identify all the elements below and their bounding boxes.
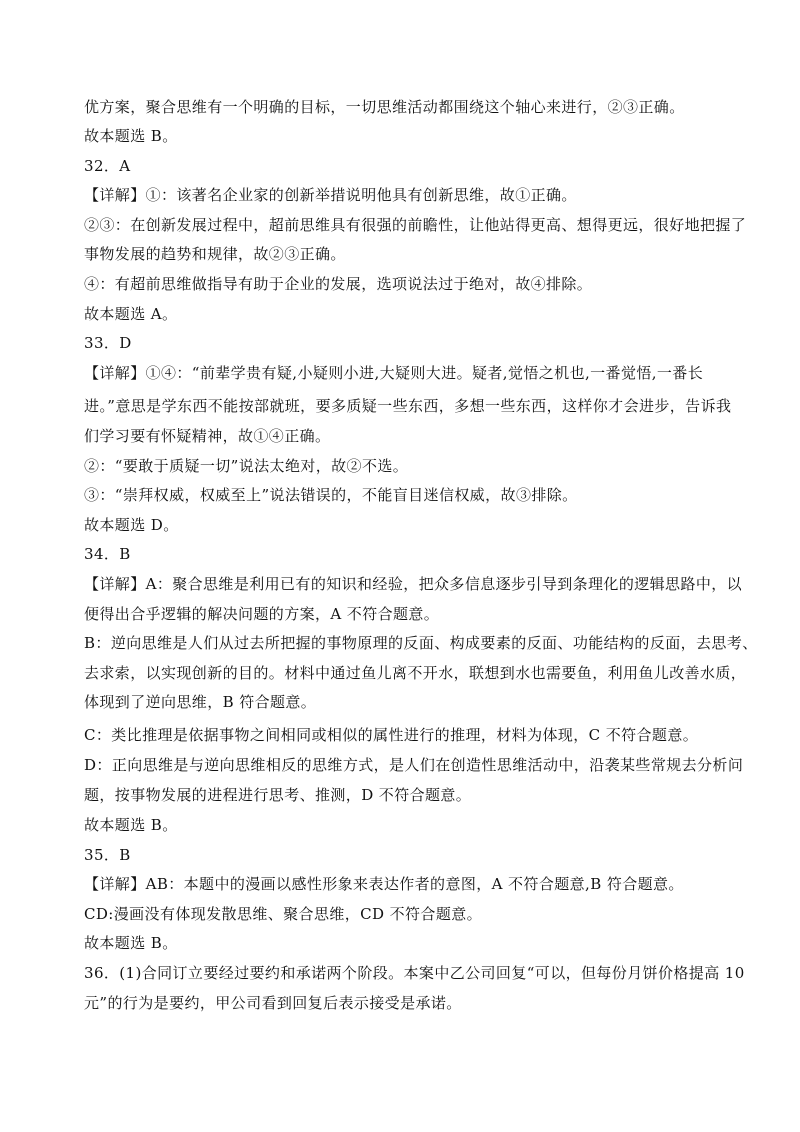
text-line: 故本题选 A。 <box>84 305 178 323</box>
question-number: 33．D <box>84 334 132 352</box>
text-line: ②：“要敢于质疑一切”说法太绝对，故②不选。 <box>84 457 409 475</box>
text-line: D：正向思维是与逆向思维相反的思维方式，是人们在创造性思维活动中，沿袭某些常规去分析问 <box>84 756 744 774</box>
text-line: 故本题选 B。 <box>84 816 178 834</box>
text-line: 故本题选 B。 <box>84 934 178 952</box>
text-line: 题，按事物发展的进程进行思考、推测，D 不符合题意。 <box>84 786 472 804</box>
text-line: ③：“崇拜权威，权威至上”说法错误的，不能盲目迷信权威，故③排除。 <box>84 486 578 504</box>
text-line: 故本题选 D。 <box>84 516 179 534</box>
text-line: 【详解】①：该著名企业家的创新举措说明他具有创新思维，故①正确。 <box>84 186 577 204</box>
text-line: ④：有超前思维做指导有助于企业的发展，选项说法过于绝对，故④排除。 <box>84 275 593 293</box>
text-line: 优方案，聚合思维有一个明确的目标，一切思维活动都围绕这个轴心来进行，②③正确。 <box>84 98 685 116</box>
text-line: 们学习要有怀疑精神，故①④正确。 <box>84 427 331 445</box>
text-line: 【详解】A：聚合思维是利用已有的知识和经验，把众多信息逐步引导到条理化的逻辑思路中，以 <box>84 575 743 593</box>
text-line: 故本题选 B。 <box>84 127 178 145</box>
text-line: 【详解】AB：本题中的漫画以感性形象来表达作者的意图，A 不符合题意,B 符合题意。 <box>84 875 684 893</box>
text-line: 体现到了逆向思维，B 符合题意。 <box>84 693 317 711</box>
text-line: CD:漫画没有体现发散思维、聚合思维，CD 不符合题意。 <box>84 905 483 923</box>
text-line: ②③：在创新发展过程中，超前思维具有很强的前瞻性，让他站得更高、想得更远，很好地把握了 <box>84 216 747 234</box>
question-number: 34．B <box>84 545 131 563</box>
text-line: 去求索，以实现创新的目的。材料中通过鱼儿离不开水，联想到水也需要鱼，利用鱼儿改善水质， <box>84 664 747 682</box>
text-line: 进。”意思是学东西不能按部就班，要多质疑一些东西，多想一些东西，这样你才会进步，告诉我 <box>84 397 732 415</box>
question-number: 32．A <box>84 157 131 175</box>
question-number: 35．B <box>84 846 131 864</box>
text-line: 36．(1)合同订立要经过要约和承诺两个阶段。本案中乙公司回复“可以，但每份月饼价格提高 10 <box>84 964 745 982</box>
text-line: 事物发展的趋势和规律，故②③正确。 <box>84 245 346 263</box>
text-line: 便得出合乎逻辑的解决问题的方案，A 不符合题意。 <box>84 605 440 623</box>
text-line: 【详解】①④：“前辈学贵有疑,小疑则小进,大疑则大进。疑者,觉悟之机也,一番觉悟,一番长 <box>84 364 704 382</box>
text-line: 元”的行为是要约，甲公司看到回复后表示接受是承诺。 <box>84 994 462 1012</box>
text-line: C：类比推理是依据事物之间相同或相似的属性进行的推理，材料为体现，C 不符合题意。 <box>84 726 699 744</box>
text-line: B：逆向思维是人们从过去所把握的事物原理的反面、构成要素的反面、功能结构的反面，去思考、 <box>84 634 758 652</box>
